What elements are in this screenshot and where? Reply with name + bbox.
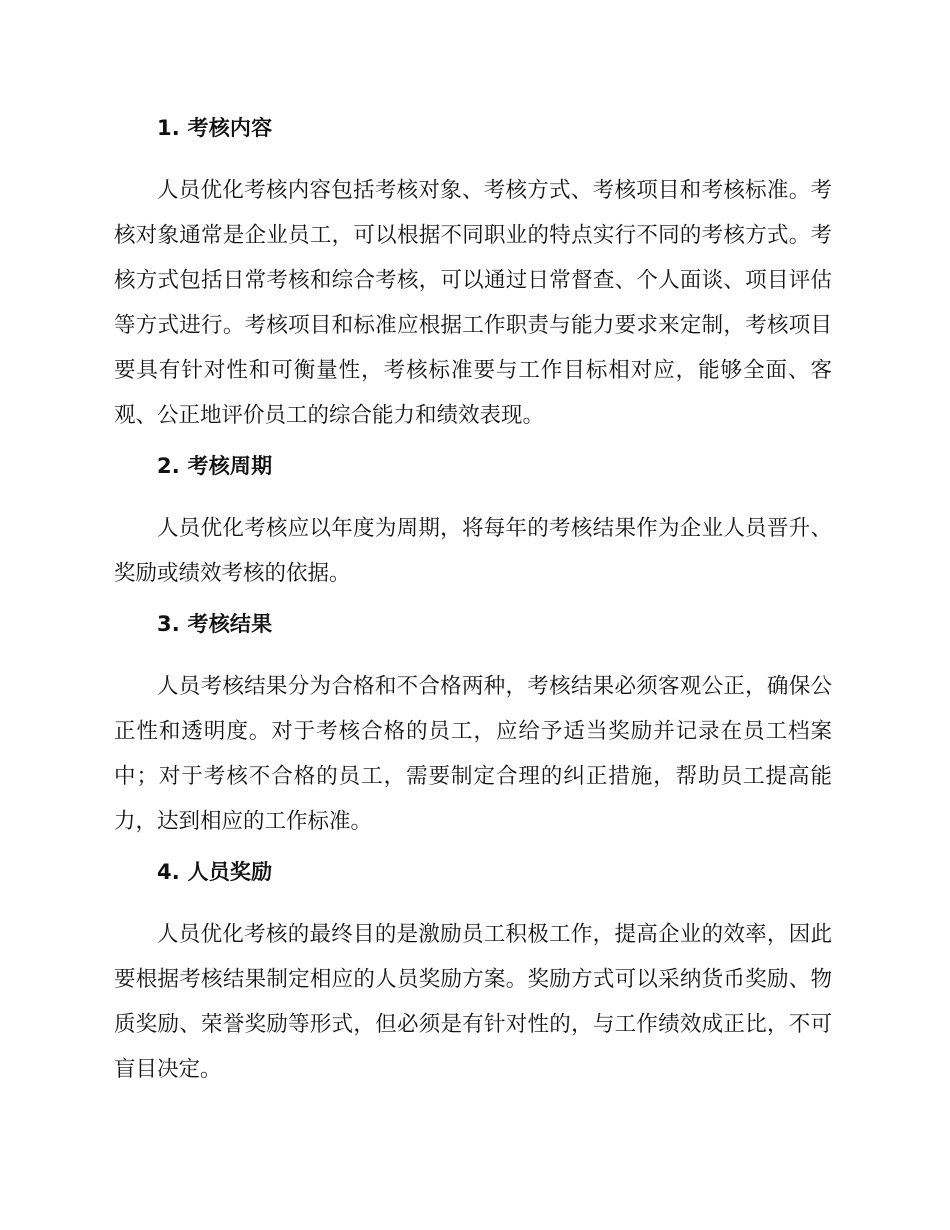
section-body-assessment-result: 人员考核结果分为合格和不合格两种，考核结果必须客观公正，确保公正性和透明度。对于考核合格的员工，应给予适当奖励并记录在员工档案中；对于考核不合格的员工，需要制定合理的纠正措施，帮助员工提高能力，达到相应的工作标准。	[114, 674, 832, 834]
section-body-assessment-cycle: 人员优化考核应以年度为周期，将每年的考核结果作为企业人员晋升、奖励或绩效考核的依据。	[114, 516, 832, 586]
section-heading-assessment-result: 3. 考核结果	[157, 612, 273, 636]
section-body-staff-reward: 人员优化考核的最终目的是激励员工积极工作，提高企业的效率，因此要根据考核结果制定相应的人员奖励方案。奖励方式可以采纳货币奖励、物质奖励、荣誉奖励等形式，但必须是有针对性的，与工作绩效成正比，不可盲目决定。	[114, 922, 832, 1082]
section-body-assessment-content: 人员优化考核内容包括考核对象、考核方式、考核项目和考核标准。考核对象通常是企业员工，可以根据不同职业的特点实行不同的考核方式。考核方式包括日常考核和综合考核，可以通过日常督查、个人面谈、项目评估等方式进行。考核项目和标准应根据工作职责与能力要求来定制，考核项目要具有针对性和可衡量性，考核标准要与工作目标相对应，能够全面、客观、公正地评价员工的综合能力和绩效表现。	[114, 178, 832, 428]
section-heading-staff-reward: 4. 人员奖励	[157, 860, 273, 884]
section-heading-assessment-content: 1. 考核内容	[157, 116, 273, 140]
section-heading-assessment-cycle: 2. 考核周期	[157, 454, 273, 478]
